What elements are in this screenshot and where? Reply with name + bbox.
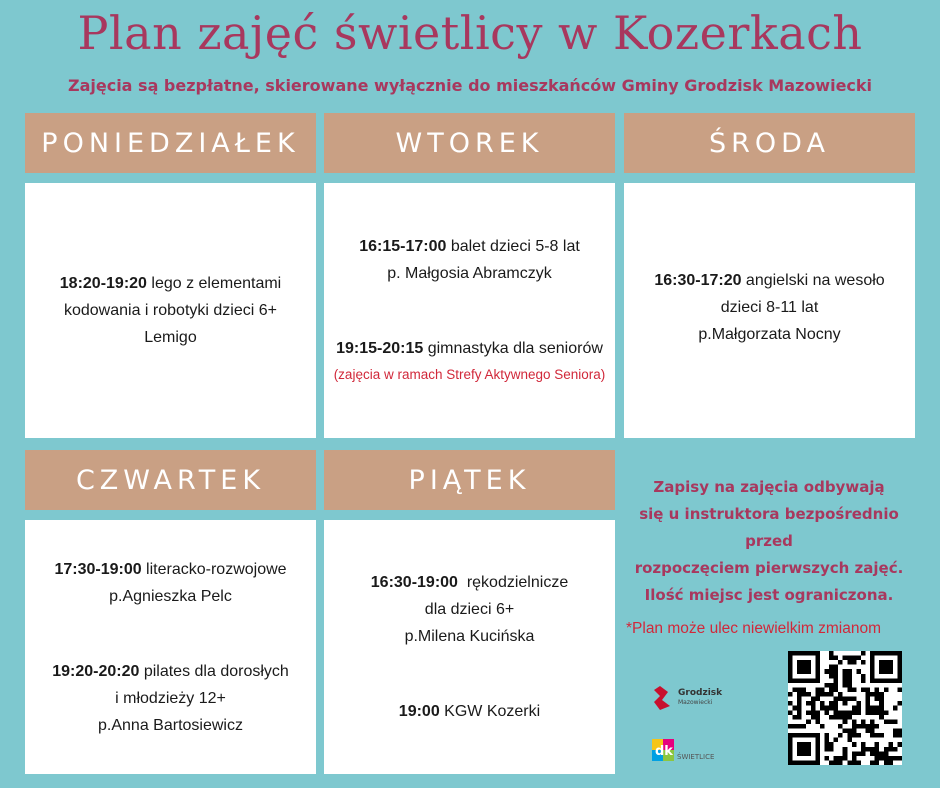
grodzisk-logo-subtext: Mazowiecki	[678, 699, 713, 706]
schedule-entry-detail: i młodzieży 12+	[115, 689, 226, 707]
schedule-entry-detail: p.Małgorzata Nocny	[698, 326, 841, 343]
schedule-entry	[54, 556, 286, 610]
schedule-entry-time: 16:15-17:00	[359, 238, 447, 255]
grodzisk-logo-text: Grodzisk	[678, 688, 723, 698]
schedule-entry-time: 16:30-19:00	[370, 574, 458, 591]
schedule-entry-detail: dla dzieci 6+	[424, 601, 515, 618]
schedule-entry-line	[334, 335, 606, 362]
signup-info-line: rozpoczęciem pierwszych zajęć.	[634, 559, 904, 577]
signup-info-line: Ilość miejsc jest ograniczona.	[644, 586, 894, 604]
schedule-entry-time: 17:30-19:00	[54, 560, 142, 578]
schedule-entry	[654, 267, 884, 348]
schedule-entry-line	[371, 569, 568, 596]
schedule-entry	[399, 698, 540, 725]
day-header-thursday: CZWARTEK	[25, 450, 316, 510]
schedule-entry-title: lego z elementami	[146, 275, 282, 292]
schedule-entry-time: 19:15-20:15	[336, 340, 424, 357]
schedule-entry-detail: kodowania i robotyki dzieci 6+	[63, 302, 277, 319]
swietlice-mark-icon	[652, 739, 674, 761]
grodzisk-emblem-icon	[652, 686, 674, 710]
schedule-entry-title: pilates dla dorosłych	[139, 662, 289, 680]
schedule-entry	[359, 233, 580, 287]
schedule-entry-title: balet dzieci 5-8 lat	[446, 238, 580, 255]
grodzisk-logo	[652, 686, 722, 710]
schedule-entry-detail: dzieci 8-11 lat	[720, 299, 819, 316]
signup-info-line: Zapisy na zajęcia odbywają	[653, 478, 885, 496]
schedule-entry-line	[654, 267, 884, 294]
schedule-entry-note: (zajęcia w ramach Strefy Aktywnego Seniora)	[333, 367, 606, 382]
schedule-box-wednesday	[624, 183, 915, 438]
swietlice-logo	[652, 739, 714, 761]
swietlice-logo-text: ŚWIETLICE	[677, 753, 715, 761]
schedule-entry-time: 19:00	[398, 703, 440, 720]
schedule-entry-title: literacko-rozwojowe	[141, 560, 287, 578]
schedule-entry	[371, 569, 568, 650]
day-header-friday: PIĄTEK	[324, 450, 615, 510]
schedule-entry-line	[54, 556, 286, 583]
schedule-entry-detail: p.Anna Bartosiewicz	[98, 716, 243, 734]
schedule-entry-line	[359, 233, 580, 260]
schedule-entry	[334, 335, 606, 388]
schedule-entry-line	[52, 658, 289, 685]
day-header-monday: PONIEDZIAŁEK	[25, 113, 316, 173]
schedule-entry-detail: Lemigo	[144, 329, 197, 346]
schedule-entry-time: 18:20-19:20	[59, 275, 147, 292]
change-note: *Plan może ulec niewielkim zmianom	[626, 620, 881, 637]
schedule-entry-detail: p.Milena Kucińska	[404, 628, 535, 645]
schedule-box-tuesday	[324, 183, 615, 438]
schedule-entry-detail: p. Małgosia Abramczyk	[387, 265, 552, 282]
schedule-entry	[60, 270, 281, 351]
page-title: Plan zajęć świetlicy w Kozerkach	[77, 6, 863, 60]
schedule-entry-title: KGW Kozerki	[439, 703, 541, 720]
schedule-entry-title: angielski na wesoło	[741, 272, 885, 289]
schedule-entry-line	[399, 698, 540, 725]
schedule-entry-title: rękodzielnicze	[457, 574, 569, 591]
schedule-entry	[52, 658, 289, 739]
schedule-box-thursday	[25, 520, 316, 774]
page-subtitle: Zajęcia są bezpłatne, skierowane wyłącznie do mieszkańców Gminy Grodzisk Mazowiecki	[67, 76, 873, 95]
day-header-tuesday: WTOREK	[324, 113, 615, 173]
signup-info	[628, 474, 910, 609]
schedule-entry-line	[60, 270, 281, 297]
schedule-entry-time: 19:20-20:20	[52, 662, 140, 680]
signup-info-line: się u instruktora bezpośrednio przed	[639, 505, 899, 550]
schedule-entry-detail: p.Agnieszka Pelc	[109, 587, 232, 605]
schedule-entry-title: gimnastyka dla seniorów	[423, 340, 603, 357]
swietlice-mark-text: dk	[655, 744, 673, 759]
schedule-entry-time: 16:30-17:20	[654, 272, 742, 289]
schedule-box-monday	[25, 183, 316, 438]
qr-code-icon	[788, 651, 902, 765]
day-header-wednesday: ŚRODA	[624, 113, 915, 173]
schedule-box-friday	[324, 520, 615, 774]
